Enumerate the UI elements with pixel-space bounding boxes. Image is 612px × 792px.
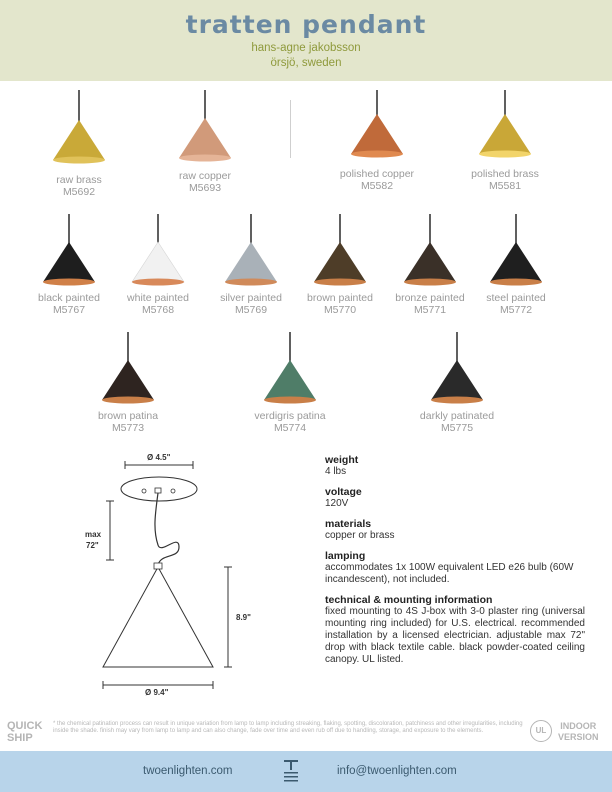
lamp-m5693 (176, 90, 234, 164)
brand-logo-icon (284, 758, 298, 784)
lamp-shade-interior (102, 397, 154, 404)
page-title: tratten pendant (185, 10, 427, 39)
model-code: M5581 (488, 180, 522, 192)
lamp-m5581 (476, 90, 534, 160)
quick-ship-badge (7, 720, 42, 744)
finish-name: raw copper (179, 170, 231, 182)
lamp-shade-interior (431, 397, 483, 404)
manufacturer-origin: örsjö, sweden (270, 57, 342, 69)
pendant-lamp-icon (222, 214, 280, 288)
pendant-lamp-icon (129, 214, 187, 288)
pendant-lamp-icon (99, 332, 157, 406)
materials-heading: materials (325, 518, 372, 530)
model-code: M5582 (360, 180, 394, 192)
voltage-heading: voltage (325, 486, 362, 498)
spec-sheet (325, 454, 585, 674)
email-link[interactable]: info@twoenlighten.com (337, 765, 457, 777)
indoor-label: INDOOR (560, 721, 597, 731)
lamping-heading: lamping (325, 550, 366, 562)
technical-heading: technical & mounting information (325, 594, 493, 606)
lamp-shade (404, 242, 456, 282)
designer-name: hans-agne jakobsson (251, 42, 361, 54)
technical-value: fixed mounting to 4S J-box with 3-0 plaster ring (universal mounting ring included) for U.S. electrical. recommended installation by a licensed electrician. adjustable max 72" drop with black textile cable. black powder-coated ceiling canopy. UL listed. (325, 606, 585, 665)
lamp-shade-interior (225, 279, 277, 286)
indoor-version-badge (558, 721, 599, 743)
lamp-shade (132, 242, 184, 282)
model-code: M5771 (413, 304, 447, 316)
lamp-shade-interior (179, 155, 231, 162)
lamp-shade (479, 114, 531, 154)
lamp-shade-interior (314, 279, 366, 286)
lamp-caption (290, 292, 390, 316)
pendant-lamp-icon (40, 214, 98, 288)
lamp-shade (490, 242, 542, 282)
lamp-m5692 (50, 90, 108, 166)
finish-name: brown patina (97, 410, 159, 422)
shade-diameter-label: Ø 9.4" (145, 688, 169, 697)
model-code: M5775 (440, 422, 474, 434)
pendant-lamp-icon (176, 90, 234, 164)
model-code: M5767 (52, 304, 86, 316)
lamp-shade (43, 242, 95, 282)
lamp-caption (327, 168, 427, 192)
version-label: VERSION (558, 732, 599, 742)
ship-label: SHIP (7, 732, 33, 744)
drop-label-max: max (85, 530, 102, 539)
lamp-caption (108, 292, 208, 316)
finish-name: white painted (127, 292, 189, 304)
lamp-caption (78, 410, 178, 434)
lamp-m5768 (129, 214, 187, 288)
lamp-shade-interior (479, 151, 531, 158)
finish-name: raw brass (56, 174, 102, 186)
lamp-shade-interior (351, 151, 403, 158)
ul-listed-icon: UL (530, 720, 552, 742)
lamp-m5772 (487, 214, 545, 288)
lamp-caption (201, 292, 301, 316)
lamp-m5767 (40, 214, 98, 288)
finish-name: silver painted (220, 292, 282, 304)
model-code: M5774 (273, 422, 307, 434)
lamp-shade (264, 360, 316, 400)
canopy-diameter-label: Ø 4.5" (147, 453, 171, 462)
pendant-lamp-icon (401, 214, 459, 288)
lamp-caption (19, 292, 119, 316)
voltage-value: 120V (325, 498, 349, 509)
quick-label: QUICK (7, 720, 43, 732)
lamp-caption (380, 292, 480, 316)
lamp-shade (225, 242, 277, 282)
lamp-caption (240, 410, 340, 434)
finish-name: polished copper (339, 168, 415, 180)
finish-name: polished brass (471, 168, 539, 180)
lamp-caption (29, 174, 129, 198)
pendant-lamp-icon (50, 90, 108, 166)
height-label: 8.9" (236, 613, 251, 622)
model-code: M5692 (62, 186, 96, 198)
finish-name: brown painted (307, 292, 373, 304)
lamp-caption (155, 170, 255, 194)
pendant-lamp-icon (487, 214, 545, 288)
lamp-shade (314, 242, 366, 282)
lamp-shade (102, 360, 154, 400)
finish-name: verdigris patina (254, 410, 326, 422)
lamp-caption (407, 410, 507, 434)
finish-name: black painted (38, 292, 100, 304)
lamp-caption (466, 292, 566, 316)
finish-name: bronze painted (395, 292, 465, 304)
drop-label-value: 72" (86, 541, 99, 550)
model-code: M5768 (141, 304, 175, 316)
website-link[interactable]: twoenlighten.com (143, 765, 233, 777)
patina-disclaimer: * the chemical patination process can result in unique variation from lamp to lamp including streaking, flaking, spotting, discoloration, patchiness and other irregularities, including inside the shade. finish may vary from lamp to lamp and can also change, fade over time and even rub off due to handling, storage, and exposure to the elements. (53, 721, 523, 734)
lamping-value: accommodates 1x 100W equivalent LED e26 bulb (60W incandescent), not included. (325, 562, 574, 585)
header-banner (0, 0, 612, 81)
pendant-lamp-icon (311, 214, 369, 288)
model-code: M5770 (323, 304, 357, 316)
model-code: M5769 (234, 304, 268, 316)
lamp-caption (455, 168, 555, 192)
pendant-lamp-icon (476, 90, 534, 160)
materials-value: copper or brass (325, 530, 395, 541)
lamp-m5775 (428, 332, 486, 406)
finish-name: steel painted (486, 292, 546, 304)
weight-heading: weight (325, 454, 359, 466)
lamp-shade-interior (404, 279, 456, 286)
dimension-diagram (95, 455, 245, 695)
finish-name: darkly patinated (419, 410, 495, 422)
pendant-lamp-icon (348, 90, 406, 160)
lamp-m5769 (222, 214, 280, 288)
pendant-lamp-icon (261, 332, 319, 406)
pendant-lamp-icon (428, 332, 486, 406)
lamp-m5770 (311, 214, 369, 288)
model-code: M5693 (188, 182, 222, 194)
model-code: M5773 (111, 422, 145, 434)
weight-value: 4 lbs (325, 466, 347, 477)
lamp-shade (351, 114, 403, 154)
divider (290, 100, 291, 158)
lamp-shade-interior (490, 279, 542, 286)
lamp-shade (431, 360, 483, 400)
lamp-m5773 (99, 332, 157, 406)
model-code: M5772 (499, 304, 533, 316)
lamp-shade-interior (264, 397, 316, 404)
lamp-shade (53, 120, 105, 160)
footer (0, 751, 612, 792)
lamp-shade-interior (132, 279, 184, 286)
lamp-m5582 (348, 90, 406, 160)
lamp-m5771 (401, 214, 459, 288)
lamp-m5774 (261, 332, 319, 406)
lamp-shade-interior (43, 279, 95, 286)
lamp-shade-interior (53, 157, 105, 164)
lamp-shade (179, 118, 231, 158)
